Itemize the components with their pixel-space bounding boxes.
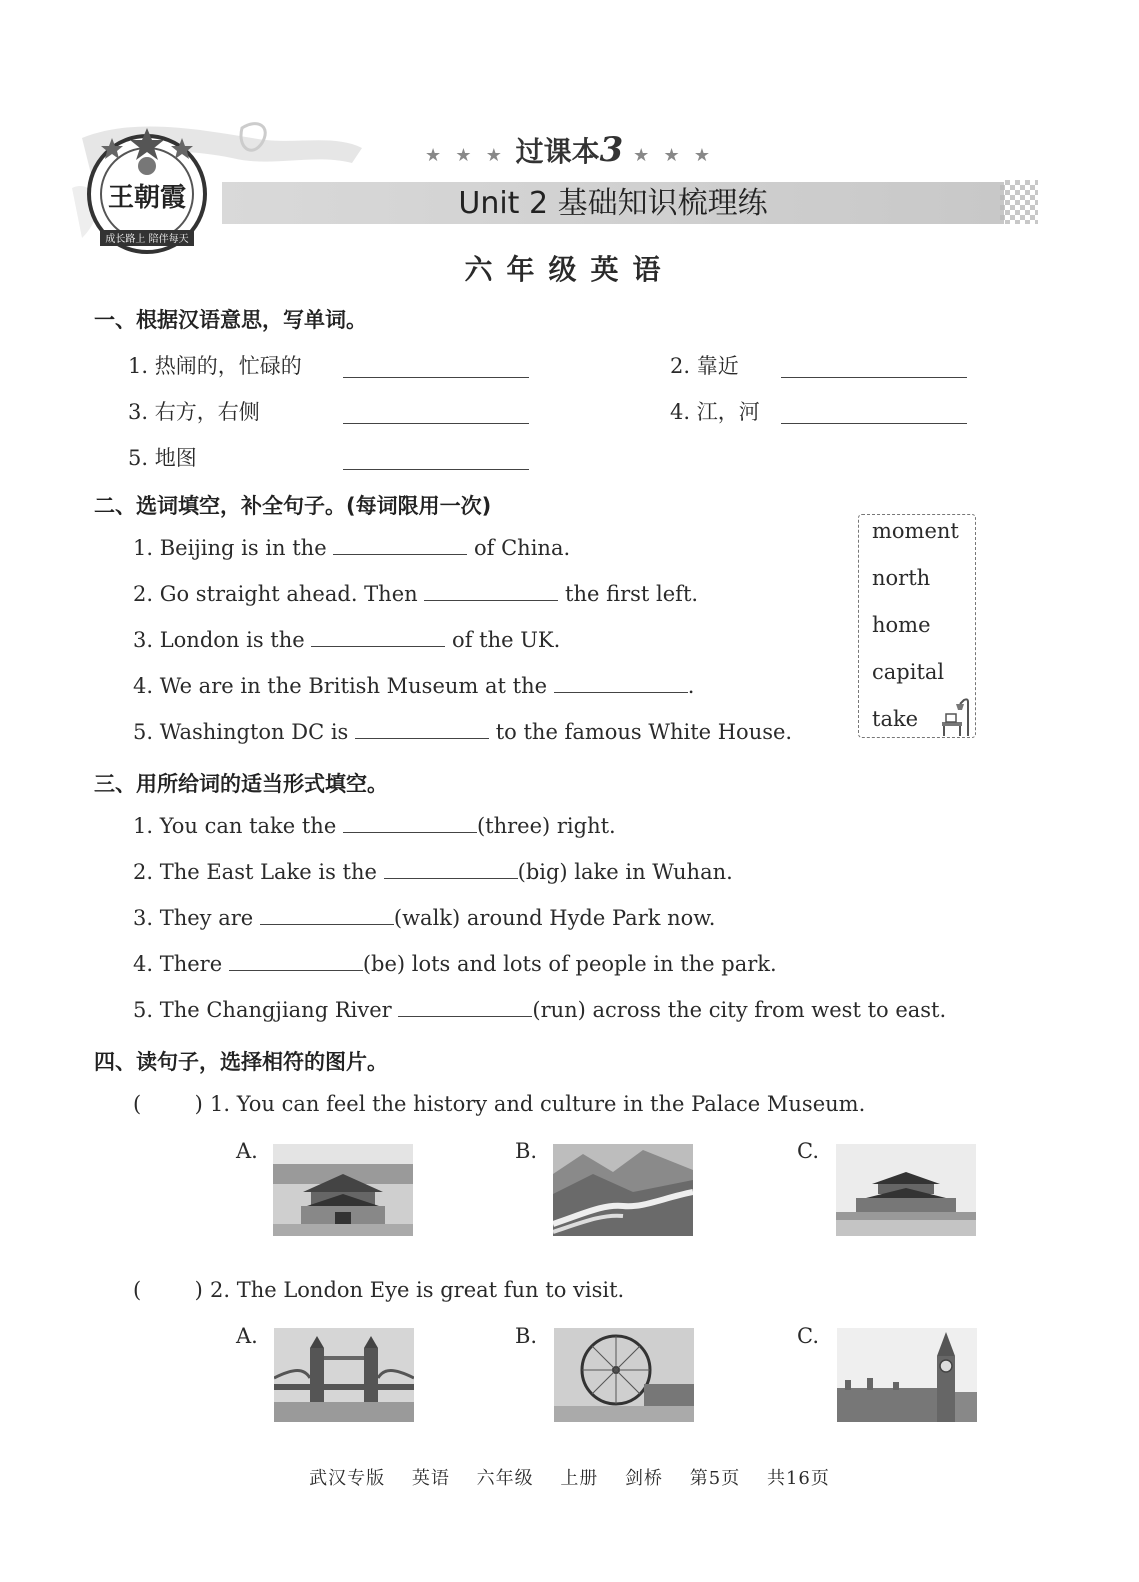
s2-item-5-after: to the famous White House. (495, 720, 793, 744)
s1-blank-1[interactable] (343, 376, 529, 378)
s3-blank-2[interactable] (384, 860, 518, 879)
q1-answer-paren[interactable]: ( ) (133, 1092, 203, 1116)
s3-item-3-after: (walk) around Hyde Park now. (393, 906, 716, 930)
s2-item-3-before: 3. London is the (133, 628, 305, 652)
unit-title: Unit 2 基础知识梳理练 (458, 186, 768, 221)
palace-museum-photo[interactable] (273, 1144, 413, 1236)
s2-item-5 (133, 720, 792, 744)
s3-item-3 (133, 906, 715, 930)
london-eye-photo[interactable] (554, 1328, 694, 1422)
big-ben-photo[interactable] (837, 1328, 977, 1422)
section4-title: 四、读句子，选择相符的图片。 (94, 1050, 388, 1074)
footer-edition: 武汉专版 (309, 1468, 386, 1489)
s1-blank-3[interactable] (343, 422, 529, 424)
q1-option-a-label: A. (236, 1139, 258, 1163)
footer-volume: 上册 (560, 1468, 599, 1489)
s3-item-5-before: 5. The Changjiang River (133, 998, 392, 1022)
section3-title: 三、用所给词的适当形式填空。 (94, 772, 388, 796)
word-bank-item: moment (872, 519, 959, 543)
q2-answer-paren[interactable]: ( ) (133, 1278, 203, 1302)
s1-item-4: 4. 江，河 (670, 400, 760, 424)
page-subtitle: 六年级英语 (464, 253, 675, 286)
tower-bridge-photo[interactable] (274, 1328, 414, 1422)
section2-title: 二、选词填空，补全句子。(每词限用一次) (94, 494, 492, 518)
footer-publisher: 剑桥 (625, 1468, 664, 1489)
s2-item-4-after: . (687, 674, 695, 698)
logo-slogan: 成长路上 陪伴每天 (105, 234, 189, 245)
s3-item-2-before: 2. The East Lake is the (133, 860, 377, 884)
word-bank-item: take (872, 707, 919, 731)
s3-item-2-after: (big) lake in Wuhan. (517, 860, 733, 884)
s2-blank-2[interactable] (424, 582, 558, 601)
series-text: 过课本 (515, 135, 600, 168)
q1-text: 1. You can feel the history and culture in the Palace Museum. (210, 1092, 866, 1116)
s1-blank-4[interactable] (781, 422, 967, 424)
s3-item-1-after: (three) right. (476, 814, 616, 838)
s2-item-3-after: of the UK. (452, 628, 561, 652)
s2-blank-4[interactable] (554, 674, 688, 693)
s2-item-1-before: 1. Beijing is in the (133, 536, 327, 560)
s3-item-1 (133, 814, 616, 838)
word-bank-item: home (872, 613, 931, 637)
s2-blank-3[interactable] (311, 628, 445, 647)
word-bank-item: capital (872, 660, 945, 684)
s3-item-5 (133, 998, 946, 1022)
q1-option-c-label: C. (797, 1139, 819, 1163)
q2-option-c-label: C. (797, 1324, 819, 1348)
q1-option-b-label: B. (515, 1139, 538, 1163)
s2-blank-5[interactable] (355, 720, 489, 739)
s2-item-1-after: of China. (474, 536, 571, 560)
s1-blank-2[interactable] (781, 376, 967, 378)
s1-item-3: 3. 右方，右侧 (128, 400, 260, 424)
s3-item-1-before: 1. You can take the (133, 814, 337, 838)
s2-item-2-after: the first left. (565, 582, 699, 606)
great-wall-photo[interactable] (553, 1144, 693, 1236)
series-number: 3 (599, 130, 624, 170)
checker-decoration (1000, 180, 1038, 224)
s1-item-2: 2. 靠近 (670, 354, 739, 378)
section1-title: 一、根据汉语意思，写单词。 (94, 308, 367, 332)
series-title (0, 130, 1139, 170)
s2-item-2 (133, 582, 698, 606)
s2-item-4 (133, 674, 694, 698)
footer-total: 共16页 (766, 1468, 830, 1489)
page-footer (0, 1464, 1139, 1490)
q2-option-b-label: B. (515, 1324, 538, 1348)
footer-page: 第5页 (689, 1468, 741, 1489)
s3-item-4-after: (be) lots and lots of people in the park. (362, 952, 777, 976)
word-bank-item: north (872, 566, 931, 590)
s2-item-2-before: 2. Go straight ahead. Then (133, 582, 418, 606)
s2-item-5-before: 5. Washington DC is (133, 720, 349, 744)
q2-text: 2. The London Eye is great fun to visit. (210, 1278, 625, 1302)
stars-right: ★ ★ ★ (633, 145, 715, 166)
s3-blank-5[interactable] (398, 998, 532, 1017)
footer-grade: 六年级 (476, 1468, 534, 1489)
stars-left: ★ ★ ★ (424, 145, 506, 166)
s1-item-1: 1. 热闹的，忙碌的 (128, 354, 302, 378)
q2-option-a-label: A. (236, 1324, 258, 1348)
s1-item-5: 5. 地图 (128, 446, 197, 470)
logo-name: 王朝霞 (107, 183, 187, 213)
s3-item-3-before: 3. They are (133, 906, 254, 930)
footer-subject: 英语 (411, 1468, 450, 1489)
s3-item-2 (133, 860, 733, 884)
s3-item-4 (133, 952, 777, 976)
s2-item-4-before: 4. We are in the British Museum at the (133, 674, 548, 698)
s1-blank-5[interactable] (343, 468, 529, 470)
s3-blank-4[interactable] (229, 952, 363, 971)
s3-item-4-before: 4. There (133, 952, 223, 976)
tiananmen-photo[interactable] (836, 1144, 976, 1236)
s2-item-3 (133, 628, 560, 652)
s2-blank-1[interactable] (333, 536, 467, 555)
s3-blank-3[interactable] (260, 906, 394, 925)
s3-item-5-after: (run) across the city from west to east. (532, 998, 947, 1022)
s2-item-1 (133, 536, 570, 560)
desk-lamp-icon (938, 696, 978, 738)
s3-blank-1[interactable] (343, 814, 477, 833)
